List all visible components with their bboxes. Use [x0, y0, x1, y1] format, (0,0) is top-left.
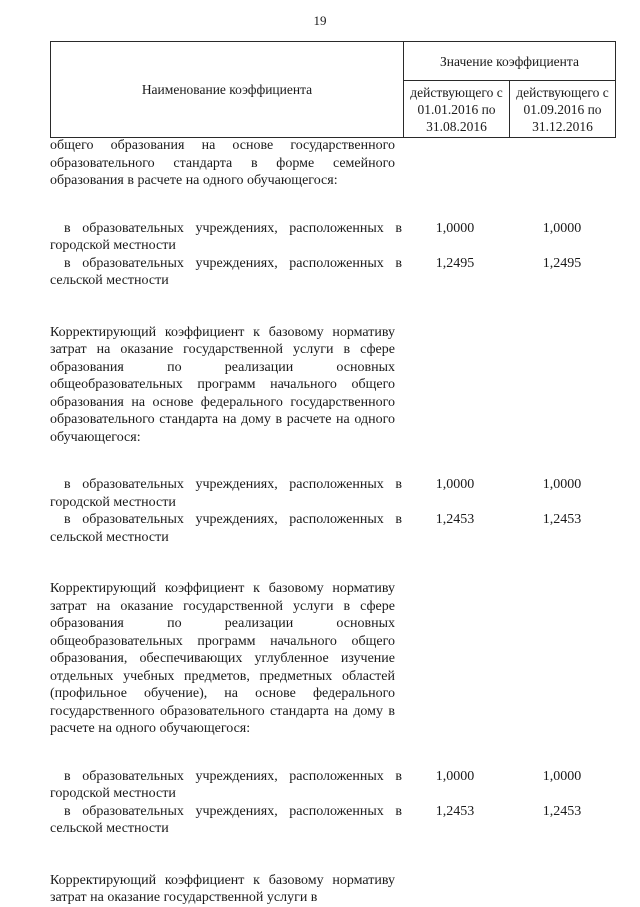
- table-row: [50, 511, 616, 546]
- section-home-education: [50, 324, 616, 547]
- row-value-period1: 1,0000: [435, 220, 475, 236]
- section-profile-education: [50, 580, 616, 838]
- row-label: в образовательных учреждениях, расположенных в городской местности: [50, 220, 402, 253]
- section-description: общего образования на основе государственного образовательного стандарта в форме семейного образования в расчете на одного обучающегося:: [50, 138, 395, 188]
- page-number: 19: [313, 13, 327, 28]
- period2-header: действующего с 01.09.2016 по 31.12.2016: [510, 81, 616, 138]
- row-value-period1: 1,0000: [435, 768, 475, 784]
- row-value-period1: 1,2453: [435, 803, 475, 819]
- table-row: [50, 255, 616, 290]
- row-label: в образовательных учреждениях, расположенных в сельской местности: [50, 255, 402, 288]
- period1-header: действующего с 01.01.2016 по 31.08.2016: [404, 81, 510, 138]
- coefficient-name-header: Наименование коэффициента: [51, 42, 404, 138]
- table-row: [50, 768, 616, 803]
- row-label: в образовательных учреждениях, расположенных в городской местности: [50, 477, 402, 510]
- row-value-period2: 1,0000: [542, 477, 582, 492]
- row-value-period2: 1,2453: [542, 803, 582, 819]
- section-description: Корректирующий коэффициент к базовому нормативу затрат на оказание государственной услуги в: [50, 872, 395, 905]
- table-row: [50, 476, 616, 511]
- row-value-period1: 1,2495: [435, 255, 475, 271]
- coefficients-body: [50, 137, 616, 907]
- section-description: Корректирующий коэффициент к базовому нормативу затрат на оказание государственной услуги в сфере образования по реализации основных общеобразовательных программ начального общего образования на основе федерального государственного образовательного стандарта на дому в расчете на одного обучающегося:: [50, 324, 395, 445]
- row-label: в образовательных учреждениях, расположенных в сельской местности: [50, 803, 402, 836]
- row-value-period2: 1,0000: [542, 768, 582, 784]
- table-row: [50, 220, 616, 255]
- row-label: в образовательных учреждениях, расположенных в городской местности: [50, 768, 402, 801]
- row-value-period1: 1,0000: [435, 477, 475, 492]
- header-table: [50, 41, 616, 138]
- section-continued: [50, 872, 616, 907]
- row-label: в образовательных учреждениях, расположенных в сельской местности: [50, 512, 402, 545]
- coefficient-value-header: Значение коэффициента: [404, 42, 616, 81]
- row-value-period1: 1,2453: [435, 512, 475, 527]
- row-value-period2: 1,0000: [542, 220, 582, 236]
- row-value-period2: 1,2495: [542, 255, 582, 271]
- section-family-education: [50, 137, 616, 290]
- table-row: [50, 803, 616, 838]
- section-description: Корректирующий коэффициент к базовому нормативу затрат на оказание государственной услуги в сфере образования по реализации основных общеобразовательных программ начального общего образования, обеспечивающих углубленное изучение отдельных учебных предметов, предметных областей (профильное обучение), на основе федерального государственного образовательного стандарта на дому в расчете на одного обучающегося:: [50, 581, 395, 736]
- row-value-period2: 1,2453: [542, 512, 582, 527]
